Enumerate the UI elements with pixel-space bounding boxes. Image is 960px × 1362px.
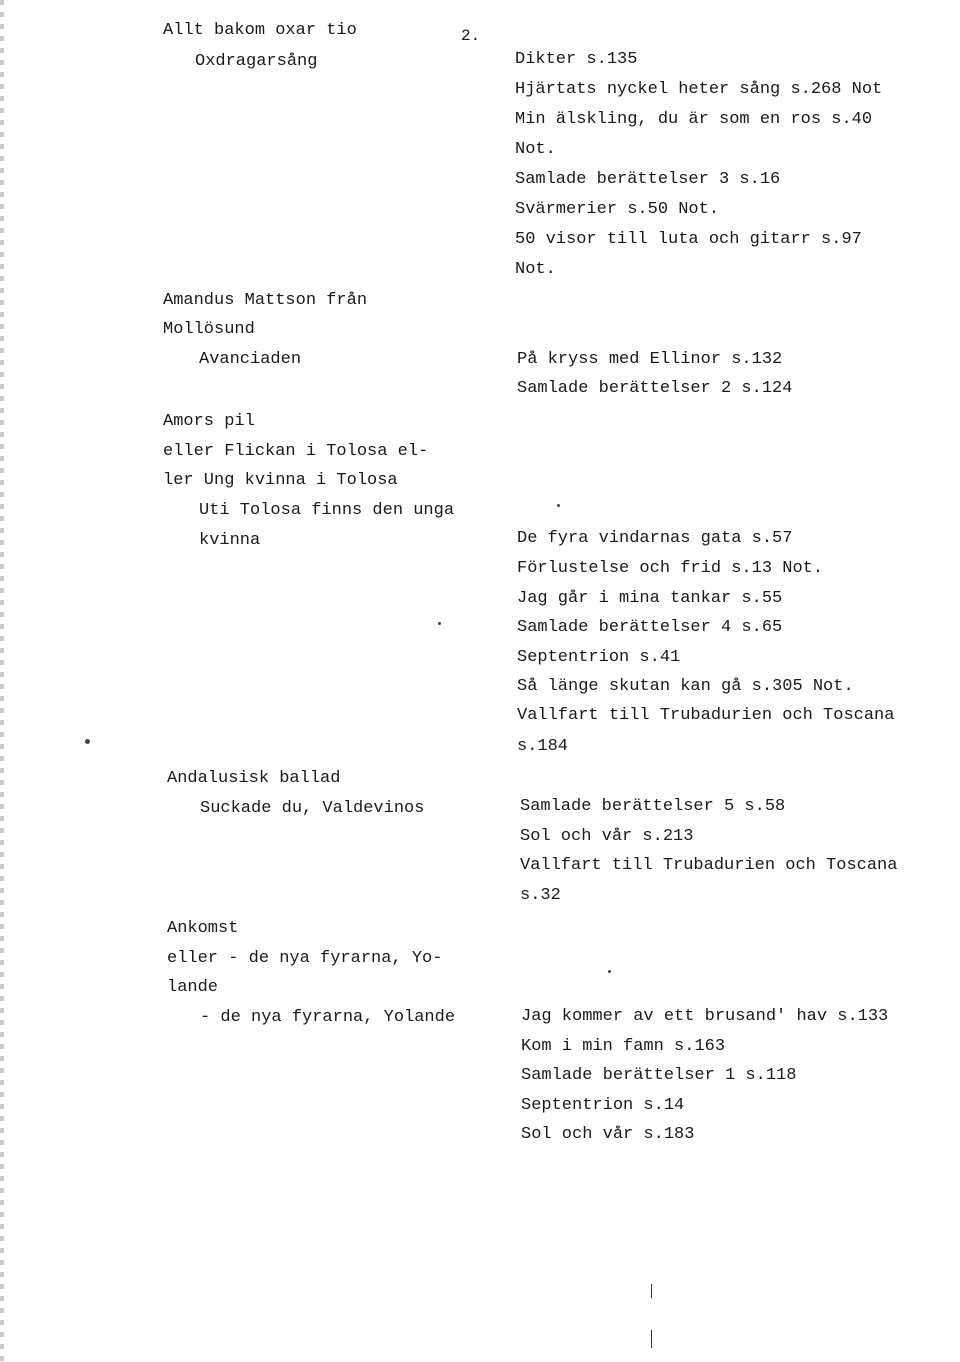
right-entry: Min älskling, du är som en ros s.40 <box>515 110 873 129</box>
right-entry: Vallfart till Trubadurien och Toscana <box>517 706 895 725</box>
right-entry: Svärmerier s.50 Not. <box>515 200 720 219</box>
scan-speck <box>557 504 560 507</box>
page-edge-scan-artifact <box>0 0 4 1362</box>
scan-speck <box>85 739 90 744</box>
right-entry: Dikter s.135 <box>515 50 638 69</box>
right-entry: 50 visor till luta och gitarr s.97 <box>515 230 862 249</box>
scan-speck <box>608 970 611 973</box>
left-entry: Andalusisk ballad <box>167 769 341 788</box>
page-number: 2. <box>461 27 481 45</box>
left-entry: Suckade du, Valdevinos <box>200 799 425 818</box>
left-entry: eller Flickan i Tolosa el- <box>163 442 429 461</box>
left-entry: lande <box>167 978 219 997</box>
left-entry: Avanciaden <box>199 350 302 369</box>
left-entry: eller - de nya fyrarna, Yo- <box>167 949 443 968</box>
right-entry: Samlade berättelser 5 s.58 <box>520 797 786 816</box>
right-entry: Vallfart till Trubadurien och Toscana <box>520 856 898 875</box>
right-entry: Samlade berättelser 1 s.118 <box>521 1066 797 1085</box>
left-entry: Amors pil <box>163 412 255 431</box>
right-entry: Septentrion s.14 <box>521 1096 685 1115</box>
scan-speck <box>438 622 441 625</box>
right-entry: Så länge skutan kan gå s.305 Not. <box>517 677 854 696</box>
right-entry: Samlade berättelser 2 s.124 <box>517 379 793 398</box>
left-entry: Allt bakom oxar tio <box>163 21 357 40</box>
right-entry: s.184 <box>517 737 569 756</box>
right-entry: Kom i min famn s.163 <box>521 1037 726 1056</box>
scan-mark <box>651 1330 652 1348</box>
right-entry: Sol och vår s.213 <box>520 827 694 846</box>
right-entry: Septentrion s.41 <box>517 648 681 667</box>
right-entry: Jag går i mina tankar s.55 <box>517 589 783 608</box>
right-entry: Sol och vår s.183 <box>521 1125 695 1144</box>
right-entry: Not. <box>515 140 556 159</box>
right-entry: På kryss med Ellinor s.132 <box>517 350 783 369</box>
right-entry: Jag kommer av ett brusand' hav s.133 <box>521 1007 889 1026</box>
right-entry: Förlustelse och frid s.13 Not. <box>517 559 824 578</box>
left-entry: kvinna <box>199 531 261 550</box>
right-entry: Hjärtats nyckel heter sång s.268 Not <box>515 80 883 99</box>
left-entry: Mollösund <box>163 320 255 339</box>
left-entry: Amandus Mattson från <box>163 291 368 310</box>
left-entry: Ankomst <box>167 919 239 938</box>
left-entry: Uti Tolosa finns den unga <box>199 501 455 520</box>
right-entry: Not. <box>515 260 556 279</box>
left-entry: - de nya fyrarna, Yolande <box>200 1008 456 1027</box>
right-entry: Samlade berättelser 3 s.16 <box>515 170 781 189</box>
right-entry: Samlade berättelser 4 s.65 <box>517 618 783 637</box>
right-entry: s.32 <box>520 886 561 905</box>
scan-mark <box>651 1284 652 1298</box>
right-entry: De fyra vindarnas gata s.57 <box>517 529 793 548</box>
left-entry: Oxdragarsång <box>195 52 318 71</box>
left-entry: ler Ung kvinna i Tolosa <box>163 471 398 490</box>
